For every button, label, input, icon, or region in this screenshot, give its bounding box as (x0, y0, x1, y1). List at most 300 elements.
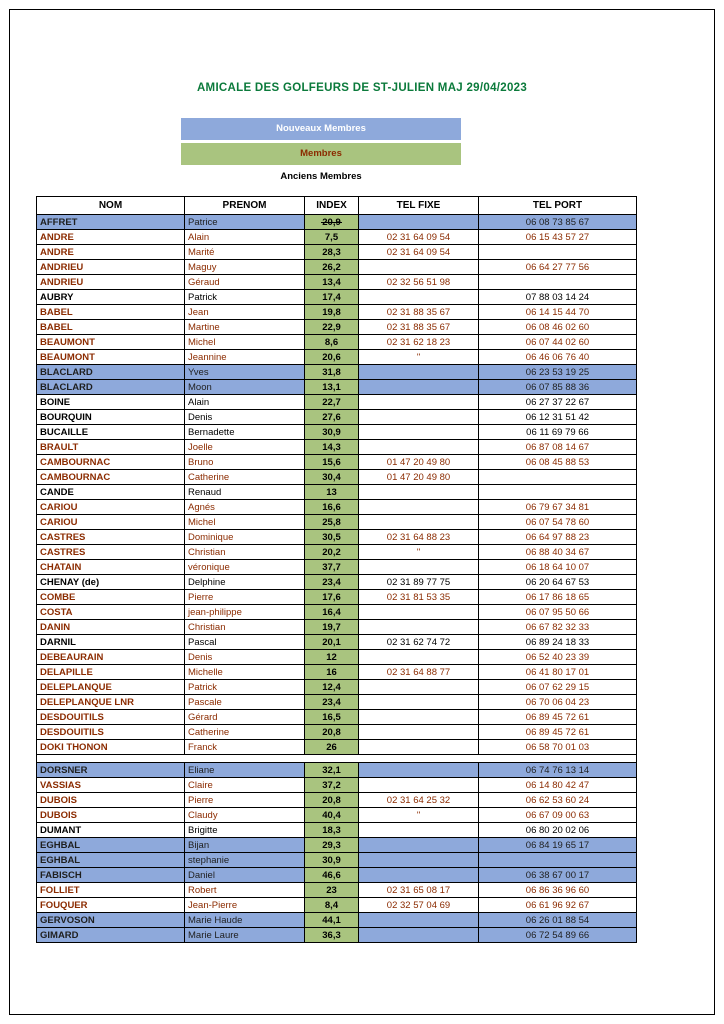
cell-nom: DELEPLANQUE (37, 680, 185, 695)
cell-fixe (359, 485, 479, 500)
table-row (37, 635, 637, 650)
table-row (37, 320, 637, 335)
table-row (37, 763, 637, 778)
cell-nom: BEAUMONT (37, 350, 185, 365)
cell-fixe: 02 31 62 18 23 (359, 335, 479, 350)
table-row (37, 823, 637, 838)
cell-prenom: Pierre (185, 793, 305, 808)
legend-members: Membres (181, 143, 461, 165)
cell-prenom: Bernadette (185, 425, 305, 440)
cell-port (479, 275, 637, 290)
cell-nom: CHATAIN (37, 560, 185, 575)
table-row (37, 305, 637, 320)
cell-prenom: Pascal (185, 635, 305, 650)
cell-prenom: Jean (185, 305, 305, 320)
cell-fixe (359, 710, 479, 725)
cell-fixe (359, 740, 479, 755)
cell-fixe: 02 31 88 35 67 (359, 305, 479, 320)
table-row (37, 230, 637, 245)
cell-index: 12 (305, 650, 359, 665)
table-row (37, 545, 637, 560)
cell-index: 28,3 (305, 245, 359, 260)
cell-fixe: 01 47 20 49 80 (359, 470, 479, 485)
cell-prenom: Patrick (185, 290, 305, 305)
cell-nom: AUBRY (37, 290, 185, 305)
cell-fixe (359, 838, 479, 853)
table-row (37, 928, 637, 943)
cell-nom: BEAUMONT (37, 335, 185, 350)
cell-index: 13,4 (305, 275, 359, 290)
cell-index: 20,6 (305, 350, 359, 365)
cell-prenom: Alain (185, 230, 305, 245)
cell-index: 20,1 (305, 635, 359, 650)
table-row (37, 680, 637, 695)
cell-index: 25,8 (305, 515, 359, 530)
cell-index: 37,7 (305, 560, 359, 575)
cell-index: 17,6 (305, 590, 359, 605)
cell-fixe (359, 260, 479, 275)
cell-nom: COMBE (37, 590, 185, 605)
table-row (37, 913, 637, 928)
cell-nom: BABEL (37, 320, 185, 335)
cell-port: 06 88 40 34 67 (479, 545, 637, 560)
cell-prenom: Michel (185, 515, 305, 530)
cell-nom: CASTRES (37, 530, 185, 545)
cell-prenom: Robert (185, 883, 305, 898)
table-row (37, 793, 637, 808)
cell-prenom: Franck (185, 740, 305, 755)
cell-fixe: 02 31 64 88 23 (359, 530, 479, 545)
cell-index: 32,1 (305, 763, 359, 778)
cell-fixe (359, 440, 479, 455)
cell-port: 06 89 24 18 33 (479, 635, 637, 650)
cell-prenom: Marité (185, 245, 305, 260)
cell-prenom: Christian (185, 620, 305, 635)
cell-index: 46,6 (305, 868, 359, 883)
cell-port: 06 62 53 60 24 (479, 793, 637, 808)
cell-index: 27,6 (305, 410, 359, 425)
cell-index: 26 (305, 740, 359, 755)
table-row (37, 335, 637, 350)
cell-fixe: 02 32 56 51 98 (359, 275, 479, 290)
cell-fixe (359, 365, 479, 380)
cell-port: 06 52 40 23 39 (479, 650, 637, 665)
cell-nom: DOKI THONON (37, 740, 185, 755)
cell-nom: CASTRES (37, 545, 185, 560)
cell-fixe: 02 31 65 08 17 (359, 883, 479, 898)
cell-index: 16,5 (305, 710, 359, 725)
cell-port: 06 84 19 65 17 (479, 838, 637, 853)
cell-index: 26,2 (305, 260, 359, 275)
cell-prenom: Christian (185, 545, 305, 560)
cell-index: 8,6 (305, 335, 359, 350)
cell-fixe (359, 605, 479, 620)
cell-port: 06 07 54 78 60 (479, 515, 637, 530)
cell-fixe (359, 380, 479, 395)
cell-fixe (359, 515, 479, 530)
cell-index: 19,7 (305, 620, 359, 635)
cell-fixe (359, 215, 479, 230)
cell-prenom: Michelle (185, 665, 305, 680)
table-row (37, 695, 637, 710)
header-index: INDEX (305, 197, 359, 215)
table-row (37, 260, 637, 275)
cell-nom: DUBOIS (37, 793, 185, 808)
cell-fixe (359, 823, 479, 838)
cell-index: 18,3 (305, 823, 359, 838)
table-row (37, 665, 637, 680)
cell-port: 06 12 31 51 42 (479, 410, 637, 425)
table-row (37, 778, 637, 793)
cell-prenom: Jeannine (185, 350, 305, 365)
header-tel-fixe: TEL FIXE (359, 197, 479, 215)
cell-fixe (359, 500, 479, 515)
cell-nom: DELEPLANQUE LNR (37, 695, 185, 710)
cell-prenom: Alain (185, 395, 305, 410)
cell-nom: CHENAY (de) (37, 575, 185, 590)
cell-nom: ANDRE (37, 245, 185, 260)
cell-nom: BOURQUIN (37, 410, 185, 425)
table-row (37, 590, 637, 605)
cell-prenom: Yves (185, 365, 305, 380)
cell-port: 06 26 01 88 54 (479, 913, 637, 928)
cell-prenom: Géraud (185, 275, 305, 290)
table-row (37, 425, 637, 440)
cell-index: 7,5 (305, 230, 359, 245)
cell-index: 22,7 (305, 395, 359, 410)
cell-index: 16 (305, 665, 359, 680)
cell-index: 15,6 (305, 455, 359, 470)
cell-nom: AFFRET (37, 215, 185, 230)
cell-port: 06 15 43 57 27 (479, 230, 637, 245)
cell-fixe: 02 31 64 88 77 (359, 665, 479, 680)
cell-prenom: Bruno (185, 455, 305, 470)
cell-prenom: Renaud (185, 485, 305, 500)
cell-fixe (359, 410, 479, 425)
cell-fixe (359, 853, 479, 868)
cell-nom: DELAPILLE (37, 665, 185, 680)
cell-index: 40,4 (305, 808, 359, 823)
cell-index: 23 (305, 883, 359, 898)
cell-index: 20,8 (305, 793, 359, 808)
cell-nom: DESDOUITILS (37, 710, 185, 725)
table-row (37, 470, 637, 485)
cell-port: 06 74 76 13 14 (479, 763, 637, 778)
cell-index: 17,4 (305, 290, 359, 305)
cell-index: 19,8 (305, 305, 359, 320)
cell-index: 13,1 (305, 380, 359, 395)
cell-index: 30,4 (305, 470, 359, 485)
members-table (36, 196, 637, 943)
cell-port (479, 470, 637, 485)
cell-nom: ANDRIEU (37, 275, 185, 290)
cell-prenom: Denis (185, 650, 305, 665)
table-row (37, 710, 637, 725)
cell-fixe (359, 650, 479, 665)
table-row (37, 740, 637, 755)
cell-nom: DUBOIS (37, 808, 185, 823)
cell-port: 06 89 45 72 61 (479, 710, 637, 725)
cell-index: 23,4 (305, 575, 359, 590)
cell-fixe (359, 725, 479, 740)
cell-prenom: Denis (185, 410, 305, 425)
cell-index: 30,9 (305, 853, 359, 868)
header-tel-port: TEL PORT (479, 197, 637, 215)
cell-prenom: Patrick (185, 680, 305, 695)
cell-index: 23,4 (305, 695, 359, 710)
cell-prenom: Gérard (185, 710, 305, 725)
cell-port: 06 67 82 32 33 (479, 620, 637, 635)
cell-nom: DORSNER (37, 763, 185, 778)
cell-port: 06 14 80 42 47 (479, 778, 637, 793)
cell-index: 14,3 (305, 440, 359, 455)
table-row (37, 410, 637, 425)
cell-port: 06 18 64 10 07 (479, 560, 637, 575)
cell-prenom: Pierre (185, 590, 305, 605)
cell-index: 37,2 (305, 778, 359, 793)
cell-fixe: 02 31 88 35 67 (359, 320, 479, 335)
legend-new-members: Nouveaux Membres (181, 118, 461, 140)
table-row (37, 725, 637, 740)
cell-port: 06 58 70 01 03 (479, 740, 637, 755)
cell-prenom: Brigitte (185, 823, 305, 838)
legend-old-members: Anciens Membres (280, 171, 362, 182)
cell-prenom: stephanie (185, 853, 305, 868)
cell-nom: BLACLARD (37, 380, 185, 395)
table-row (37, 620, 637, 635)
cell-port: 06 27 37 22 67 (479, 395, 637, 410)
cell-prenom: Eliane (185, 763, 305, 778)
cell-index: 30,5 (305, 530, 359, 545)
cell-nom: BOINE (37, 395, 185, 410)
cell-port: 06 08 46 02 60 (479, 320, 637, 335)
cell-index: 16,6 (305, 500, 359, 515)
table-row (37, 440, 637, 455)
cell-index: 20,8 (305, 725, 359, 740)
cell-port: 06 07 44 02 60 (479, 335, 637, 350)
table-row (37, 650, 637, 665)
cell-nom: CANDE (37, 485, 185, 500)
cell-port: 06 70 06 04 23 (479, 695, 637, 710)
cell-fixe: " (359, 350, 479, 365)
cell-nom: CARIOU (37, 500, 185, 515)
cell-nom: DUMANT (37, 823, 185, 838)
cell-fixe: " (359, 808, 479, 823)
cell-prenom: véronique (185, 560, 305, 575)
cell-port: 06 11 69 79 66 (479, 425, 637, 440)
cell-port: 07 88 03 14 24 (479, 290, 637, 305)
table-row (37, 808, 637, 823)
table-header-row (37, 197, 637, 215)
table-row (37, 868, 637, 883)
cell-nom: CARIOU (37, 515, 185, 530)
table-row (37, 898, 637, 913)
cell-prenom: Martine (185, 320, 305, 335)
cell-fixe (359, 290, 479, 305)
cell-fixe (359, 928, 479, 943)
cell-nom: DANIN (37, 620, 185, 635)
table-row (37, 575, 637, 590)
cell-prenom: Marie Haude (185, 913, 305, 928)
table-row (37, 350, 637, 365)
cell-fixe (359, 695, 479, 710)
cell-nom: BABEL (37, 305, 185, 320)
cell-fixe: " (359, 545, 479, 560)
table-row (37, 530, 637, 545)
table-row (37, 455, 637, 470)
cell-index: 30,9 (305, 425, 359, 440)
cell-nom: BRAULT (37, 440, 185, 455)
cell-index: 12,4 (305, 680, 359, 695)
cell-prenom: Pascale (185, 695, 305, 710)
cell-index: 44,1 (305, 913, 359, 928)
cell-nom: BLACLARD (37, 365, 185, 380)
cell-nom: GERVOSON (37, 913, 185, 928)
cell-prenom: Patrice (185, 215, 305, 230)
cell-port: 06 79 67 34 81 (479, 500, 637, 515)
cell-port: 06 08 45 88 53 (479, 455, 637, 470)
table-row (37, 290, 637, 305)
table-row (37, 500, 637, 515)
cell-prenom: Jean-Pierre (185, 898, 305, 913)
cell-port: 06 89 45 72 61 (479, 725, 637, 740)
cell-fixe (359, 560, 479, 575)
cell-port: 06 08 73 85 67 (479, 215, 637, 230)
cell-fixe: 02 31 89 77 75 (359, 575, 479, 590)
cell-port: 06 07 95 50 66 (479, 605, 637, 620)
cell-prenom: Maguy (185, 260, 305, 275)
cell-fixe: 01 47 20 49 80 (359, 455, 479, 470)
table-row (37, 365, 637, 380)
cell-prenom: jean-philippe (185, 605, 305, 620)
cell-prenom: Agnés (185, 500, 305, 515)
cell-prenom: Moon (185, 380, 305, 395)
cell-nom: BUCAILLE (37, 425, 185, 440)
cell-fixe (359, 395, 479, 410)
cell-nom: CAMBOURNAC (37, 470, 185, 485)
cell-nom: DESDOUITILS (37, 725, 185, 740)
table-row (37, 560, 637, 575)
cell-nom: DARNIL (37, 635, 185, 650)
cell-port: 06 46 06 76 40 (479, 350, 637, 365)
cell-index: 36,3 (305, 928, 359, 943)
cell-nom: EGHBAL (37, 853, 185, 868)
cell-nom: FOUQUER (37, 898, 185, 913)
table-row (37, 838, 637, 853)
cell-port (479, 245, 637, 260)
table-row (37, 395, 637, 410)
cell-fixe (359, 425, 479, 440)
cell-fixe: 02 31 64 09 54 (359, 245, 479, 260)
cell-fixe: 02 31 81 53 35 (359, 590, 479, 605)
cell-nom: EGHBAL (37, 838, 185, 853)
cell-port (479, 485, 637, 500)
cell-prenom: Delphine (185, 575, 305, 590)
cell-index: 8,4 (305, 898, 359, 913)
cell-fixe: 02 32 57 04 69 (359, 898, 479, 913)
cell-fixe: 02 31 62 74 72 (359, 635, 479, 650)
cell-port: 06 80 20 02 06 (479, 823, 637, 838)
cell-prenom: Dominique (185, 530, 305, 545)
cell-port: 06 64 27 77 56 (479, 260, 637, 275)
table-row (37, 515, 637, 530)
cell-fixe: 02 31 64 25 32 (359, 793, 479, 808)
spacer-cell (37, 755, 637, 763)
cell-fixe (359, 620, 479, 635)
cell-nom: ANDRIEU (37, 260, 185, 275)
cell-nom: VASSIAS (37, 778, 185, 793)
cell-port: 06 07 85 88 36 (479, 380, 637, 395)
header-nom: NOM (37, 197, 185, 215)
cell-port: 06 23 53 19 25 (479, 365, 637, 380)
cell-port: 06 67 09 00 63 (479, 808, 637, 823)
cell-port: 06 72 54 89 66 (479, 928, 637, 943)
page-title: AMICALE DES GOLFEURS DE ST-JULIEN MAJ 29/04/2023 (196, 82, 528, 94)
table-row (37, 380, 637, 395)
table-row (37, 245, 637, 260)
table-row (37, 485, 637, 500)
table-row (37, 275, 637, 290)
cell-prenom: Claire (185, 778, 305, 793)
table-row (37, 605, 637, 620)
cell-port: 06 17 86 18 65 (479, 590, 637, 605)
cell-port: 06 20 64 67 53 (479, 575, 637, 590)
cell-nom: COSTA (37, 605, 185, 620)
cell-index: 16,4 (305, 605, 359, 620)
cell-port: 06 38 67 00 17 (479, 868, 637, 883)
cell-fixe: 02 31 64 09 54 (359, 230, 479, 245)
members-table-body (37, 215, 637, 943)
cell-prenom: Catherine (185, 470, 305, 485)
cell-port (479, 853, 637, 868)
cell-nom: GIMARD (37, 928, 185, 943)
cell-index: 20,9 (305, 215, 359, 230)
cell-nom: CAMBOURNAC (37, 455, 185, 470)
cell-port: 06 86 36 96 60 (479, 883, 637, 898)
cell-prenom: Catherine (185, 725, 305, 740)
cell-nom: FABISCH (37, 868, 185, 883)
cell-port: 06 14 15 44 70 (479, 305, 637, 320)
cell-index: 22,9 (305, 320, 359, 335)
cell-nom: FOLLIET (37, 883, 185, 898)
cell-nom: DEBEAURAIN (37, 650, 185, 665)
cell-nom: ANDRE (37, 230, 185, 245)
cell-fixe (359, 778, 479, 793)
cell-prenom: Claudy (185, 808, 305, 823)
cell-prenom: Michel (185, 335, 305, 350)
table-row (37, 853, 637, 868)
cell-port: 06 87 08 14 67 (479, 440, 637, 455)
cell-fixe (359, 763, 479, 778)
cell-index: 31,8 (305, 365, 359, 380)
cell-port: 06 41 80 17 01 (479, 665, 637, 680)
cell-fixe (359, 868, 479, 883)
header-prenom: PRENOM (185, 197, 305, 215)
cell-port: 06 61 96 92 67 (479, 898, 637, 913)
cell-prenom: Bijan (185, 838, 305, 853)
cell-fixe (359, 680, 479, 695)
cell-index: 29,3 (305, 838, 359, 853)
cell-port: 06 64 97 88 23 (479, 530, 637, 545)
cell-port: 06 07 62 29 15 (479, 680, 637, 695)
cell-prenom: Daniel (185, 868, 305, 883)
cell-prenom: Marie Laure (185, 928, 305, 943)
legend (181, 118, 461, 182)
table-row (37, 883, 637, 898)
cell-index: 20,2 (305, 545, 359, 560)
table-row (37, 215, 637, 230)
cell-index: 13 (305, 485, 359, 500)
